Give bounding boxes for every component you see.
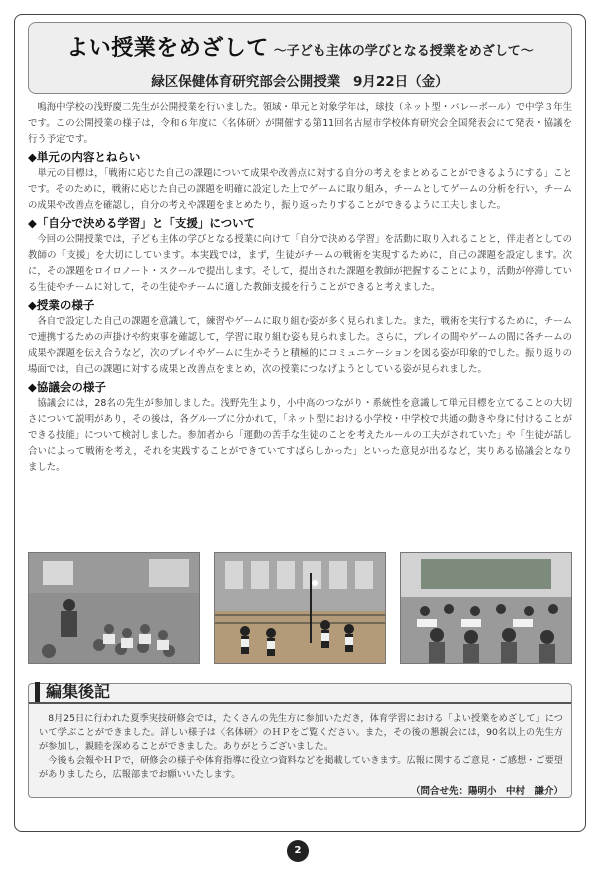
editor-note-paragraph-2: 今後も会報やＨＰで，研修会の様子や体育指導に役立つ資料などを掲載していきます。広報に関するご意見・ご感想・ご要望がありましたら，広報部までお願いいたします。 [39, 755, 563, 780]
editor-note-box [28, 683, 572, 798]
page-subtitle: ～子ども主体の学びとなる授業をめざして～ [273, 44, 534, 59]
event-date: 9月22日（金） [353, 74, 449, 90]
event-line [29, 70, 571, 90]
event-name: 緑区保健体育研究部会公開授業 [151, 74, 341, 90]
classroom-instruction-photo [28, 552, 200, 664]
section-heading-support: ◆「自分で決める学習」と「支援」について [28, 216, 256, 230]
section-heading-lesson: ◆授業の様子 [28, 298, 95, 312]
section-text-support: 今回の公開授業では，子ども主体の学びとなる授業に向けて「自分で決める学習」を活動に取り入れることと，伴走者としての教師の「支援」を大切にしています。本実践では，まず，生徒がチームの戦術を実現するために，自己の課題を設定します。次に，その課題をロイロノート・スクールで提出します。そして，提出された課題を教師が把握することにより，活動が停滞している生徒やチームに対して，その生徒やチームに適した教師支援を行うことができると考えました。 [28, 234, 572, 293]
classroom-photo-image [29, 553, 200, 664]
page-number: 2 [287, 840, 309, 862]
contact-info: （問合せ先：陽明小 中村 謙介） [410, 786, 563, 797]
volleyball-game-photo [214, 552, 386, 664]
meeting-photo [400, 552, 572, 664]
section-heading-meeting: ◆協議会の様子 [28, 380, 106, 394]
article-body [28, 100, 572, 476]
section-text-lesson: 各自で設定した自己の課題を意識して，練習やゲームに取り組む姿が多く見られました。また，戦術を実行するために，チームで連携するための声掛けや約束事を確認して，学習に取り組む姿も見られました。さらに，プレイの間やゲームの間に各チームの成果や課題を伝え合うなど，次のプレイやゲームに生かそうと積極的にコミュニケーションを図る姿が印象的でした。振り返りの場面では，自己の課題に対する成果と改善点をまとめ，次の授業につなげようとしている姿が見られました。 [28, 316, 572, 375]
editor-note-paragraph-1: 8月25日に行われた夏季実技研修会では，たくさんの先生方に参加いただき，体育学習における「よい授業をめざして」について学ぶことができました。詳しい様子は〈名体研〉のＨＰをご覧ください。また，その後の懇親会には，90名以上の先生方が参加し，親睦を深めることができました。ありがとうございました。 [39, 713, 563, 752]
section-heading-unit: ◆単元の内容とねらい [28, 150, 141, 164]
section-text-unit: 単元の目標は，「戦術に応じた自己の課題について成果や改善点に対する自分の考えをまとめることができるようにする」ことです。そのために，戦術に応じた自己の課題を明確に設定した上でゲームに取り組み，チームとしてゲームの分析を行い，チームの成果や改善点を確認し，自分の考えや課題をまとめたり，振り返ったりすることができるように工夫しました。 [28, 168, 572, 211]
editor-note-title-bar [29, 682, 571, 704]
volleyball-photo-image [215, 553, 386, 664]
section-text-meeting: 協議会には，28名の先生が参加しました。浅野先生より，小中高のつながり・系統性を意識して単元目標を立てることの大切さについて説明があり，その後は，各グループに分かれて，「ネット型における小学校・中学校で共通の動きや身に付けることができる技能」について検討しました。参加者から「運動の苦手な生徒のことを考えたルールの工夫がされていた」や「生徒が話し合いによって戦術を考え，それを実践することができていてすばらしかった」といった意見が出るなど，実りある協議会となりました。 [28, 398, 572, 473]
meeting-photo-image [401, 553, 572, 664]
page-title: よい授業をめざして [66, 36, 269, 61]
title-line [29, 31, 571, 62]
editor-note-body [39, 712, 563, 797]
editor-note-title: 編集後記 [35, 682, 110, 702]
header-banner [28, 22, 572, 94]
intro-paragraph: 鳴海中学校の浅野慶二先生が公開授業を行いました。領域・単元と対象学年は，球技（ネット型・バレーボール）で中学３年生です。この公開授業の様子は，令和６年度に〈名体研〉が開催する第11回名古屋市学校体育研究会全国発表会にて発表・協議を行う予定です。 [28, 102, 572, 145]
photo-row [28, 552, 572, 664]
